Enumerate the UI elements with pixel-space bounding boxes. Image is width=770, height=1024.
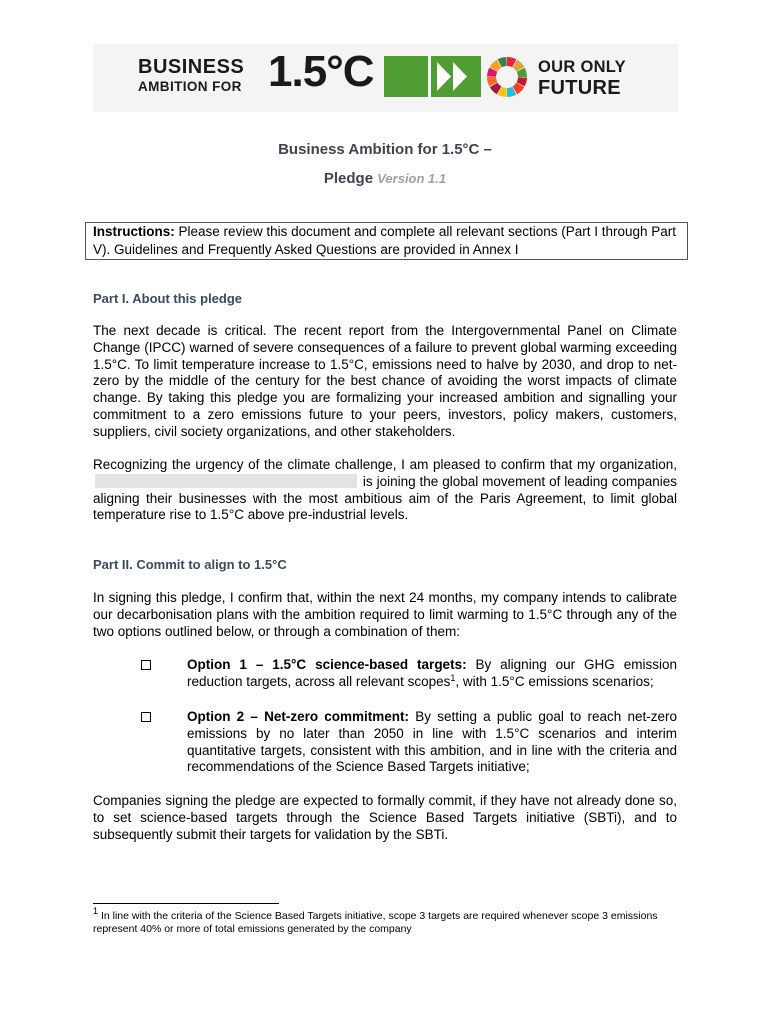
option2-text — [187, 709, 677, 776]
banner-our-only: OUR ONLY — [538, 58, 626, 76]
footnote-text: In line with the criteria of the Science Based Targets initiative, scope 3 targets are required whenever scope 3 emissions represent 40% or more of total emissions generated by the company — [93, 910, 658, 935]
part1-heading: Part I. About this pledge — [93, 291, 243, 306]
footnote-ref: 1 — [450, 672, 456, 683]
document-title: Business Ambition for 1.5°C – — [278, 141, 492, 158]
document-subtitle — [0, 170, 770, 187]
confirmation-text-a: Recognizing the urgency of the climate challenge, I am pleased to confirm that my organization, — [93, 457, 677, 472]
banner-temperature: 1.5°C — [268, 47, 374, 96]
footnote-number: 1 — [93, 906, 99, 916]
option1-title: Option 1 – 1.5°C science-based targets: — [187, 657, 467, 672]
pledge-label: Pledge — [323, 170, 374, 187]
part1-paragraph: The next decade is critical. The recent report from the Intergovernmental Panel on Climate Change (IPCC) warned of severe consequences of a failure to prevent global warming exceeding 1.5°C. To limit temperature increase to 1.5°C, emissions need to halve by 2030, and drop to net-zero by the middle of the century for the best chance of avoiding the worst impacts of climate change. By taking this pledge you are formalizing your increased ambition and signalling your commitment to a zero emissions future to your peers, investors, policy makers, customers, suppliers, civil society organizations, and other stakeholders. — [93, 323, 677, 439]
instructions-text: Please review this document and complete all relevant sections (Part I through Part V). Guidelines and Frequently Asked Questions are provided in Annex I — [93, 224, 677, 257]
instructions-box — [85, 222, 688, 260]
banner-business-ambition — [138, 57, 244, 94]
option1-checkbox[interactable] — [141, 660, 151, 670]
part2-closing: Companies signing the pledge are expected to formally commit, if they have not already done so, to set science-based targets through the Science Based Targets initiative (SBTi), and to subsequently submit their targets for validation by the SBTi. — [93, 793, 677, 842]
confirmation-text-b: is joining the global movement of leading companies aligning their businesses with the most ambitious aim of the Paris Agreement, to limit global temperature rise to 1.5°C above pre-industrial levels. — [93, 473, 677, 523]
banner-our-only-future — [538, 59, 626, 98]
double-arrow-icon — [431, 56, 481, 97]
option2-title: Option 2 – Net-zero commitment: — [187, 709, 410, 724]
option2-desc: By setting a public goal to reach net-zero emissions by no later than 2050 in line with 1.5°C scenarios and interim quantitative targets, consistent with this ambition, and in line with the criteria and recommendations of the Science Based Targets initiative; — [187, 709, 677, 775]
part1-confirmation — [93, 457, 677, 524]
option1-desc-b: , with 1.5°C emissions scenarios; — [455, 673, 654, 689]
banner-business: BUSINESS — [138, 56, 245, 78]
footnote-divider — [93, 903, 279, 904]
part2-heading: Part II. Commit to align to 1.5°C — [93, 557, 287, 572]
footnote — [93, 906, 677, 936]
banner-future: FUTURE — [538, 76, 621, 99]
version-label: Version 1.1 — [377, 171, 447, 186]
part2-intro: In signing this pledge, I confirm that, within the next 24 months, my company intends to calibrate our decarbonisation plans with the ambition required to limit warming to 1.5°C through any of the two options outlined below, or through a combination of them: — [93, 590, 677, 639]
organization-name-field[interactable] — [95, 474, 357, 488]
option2-checkbox[interactable] — [141, 712, 151, 722]
sdg-wheel-icon — [486, 56, 528, 98]
header-banner — [93, 44, 678, 112]
instructions-label: Instructions: — [93, 224, 175, 239]
option1-desc-a: By aligning our GHG emission reduction targets, across all relevant scopes — [187, 657, 677, 689]
option1-text — [187, 657, 677, 691]
green-block-logo — [384, 56, 428, 97]
banner-ambition-for: AMBITION FOR — [138, 79, 242, 94]
